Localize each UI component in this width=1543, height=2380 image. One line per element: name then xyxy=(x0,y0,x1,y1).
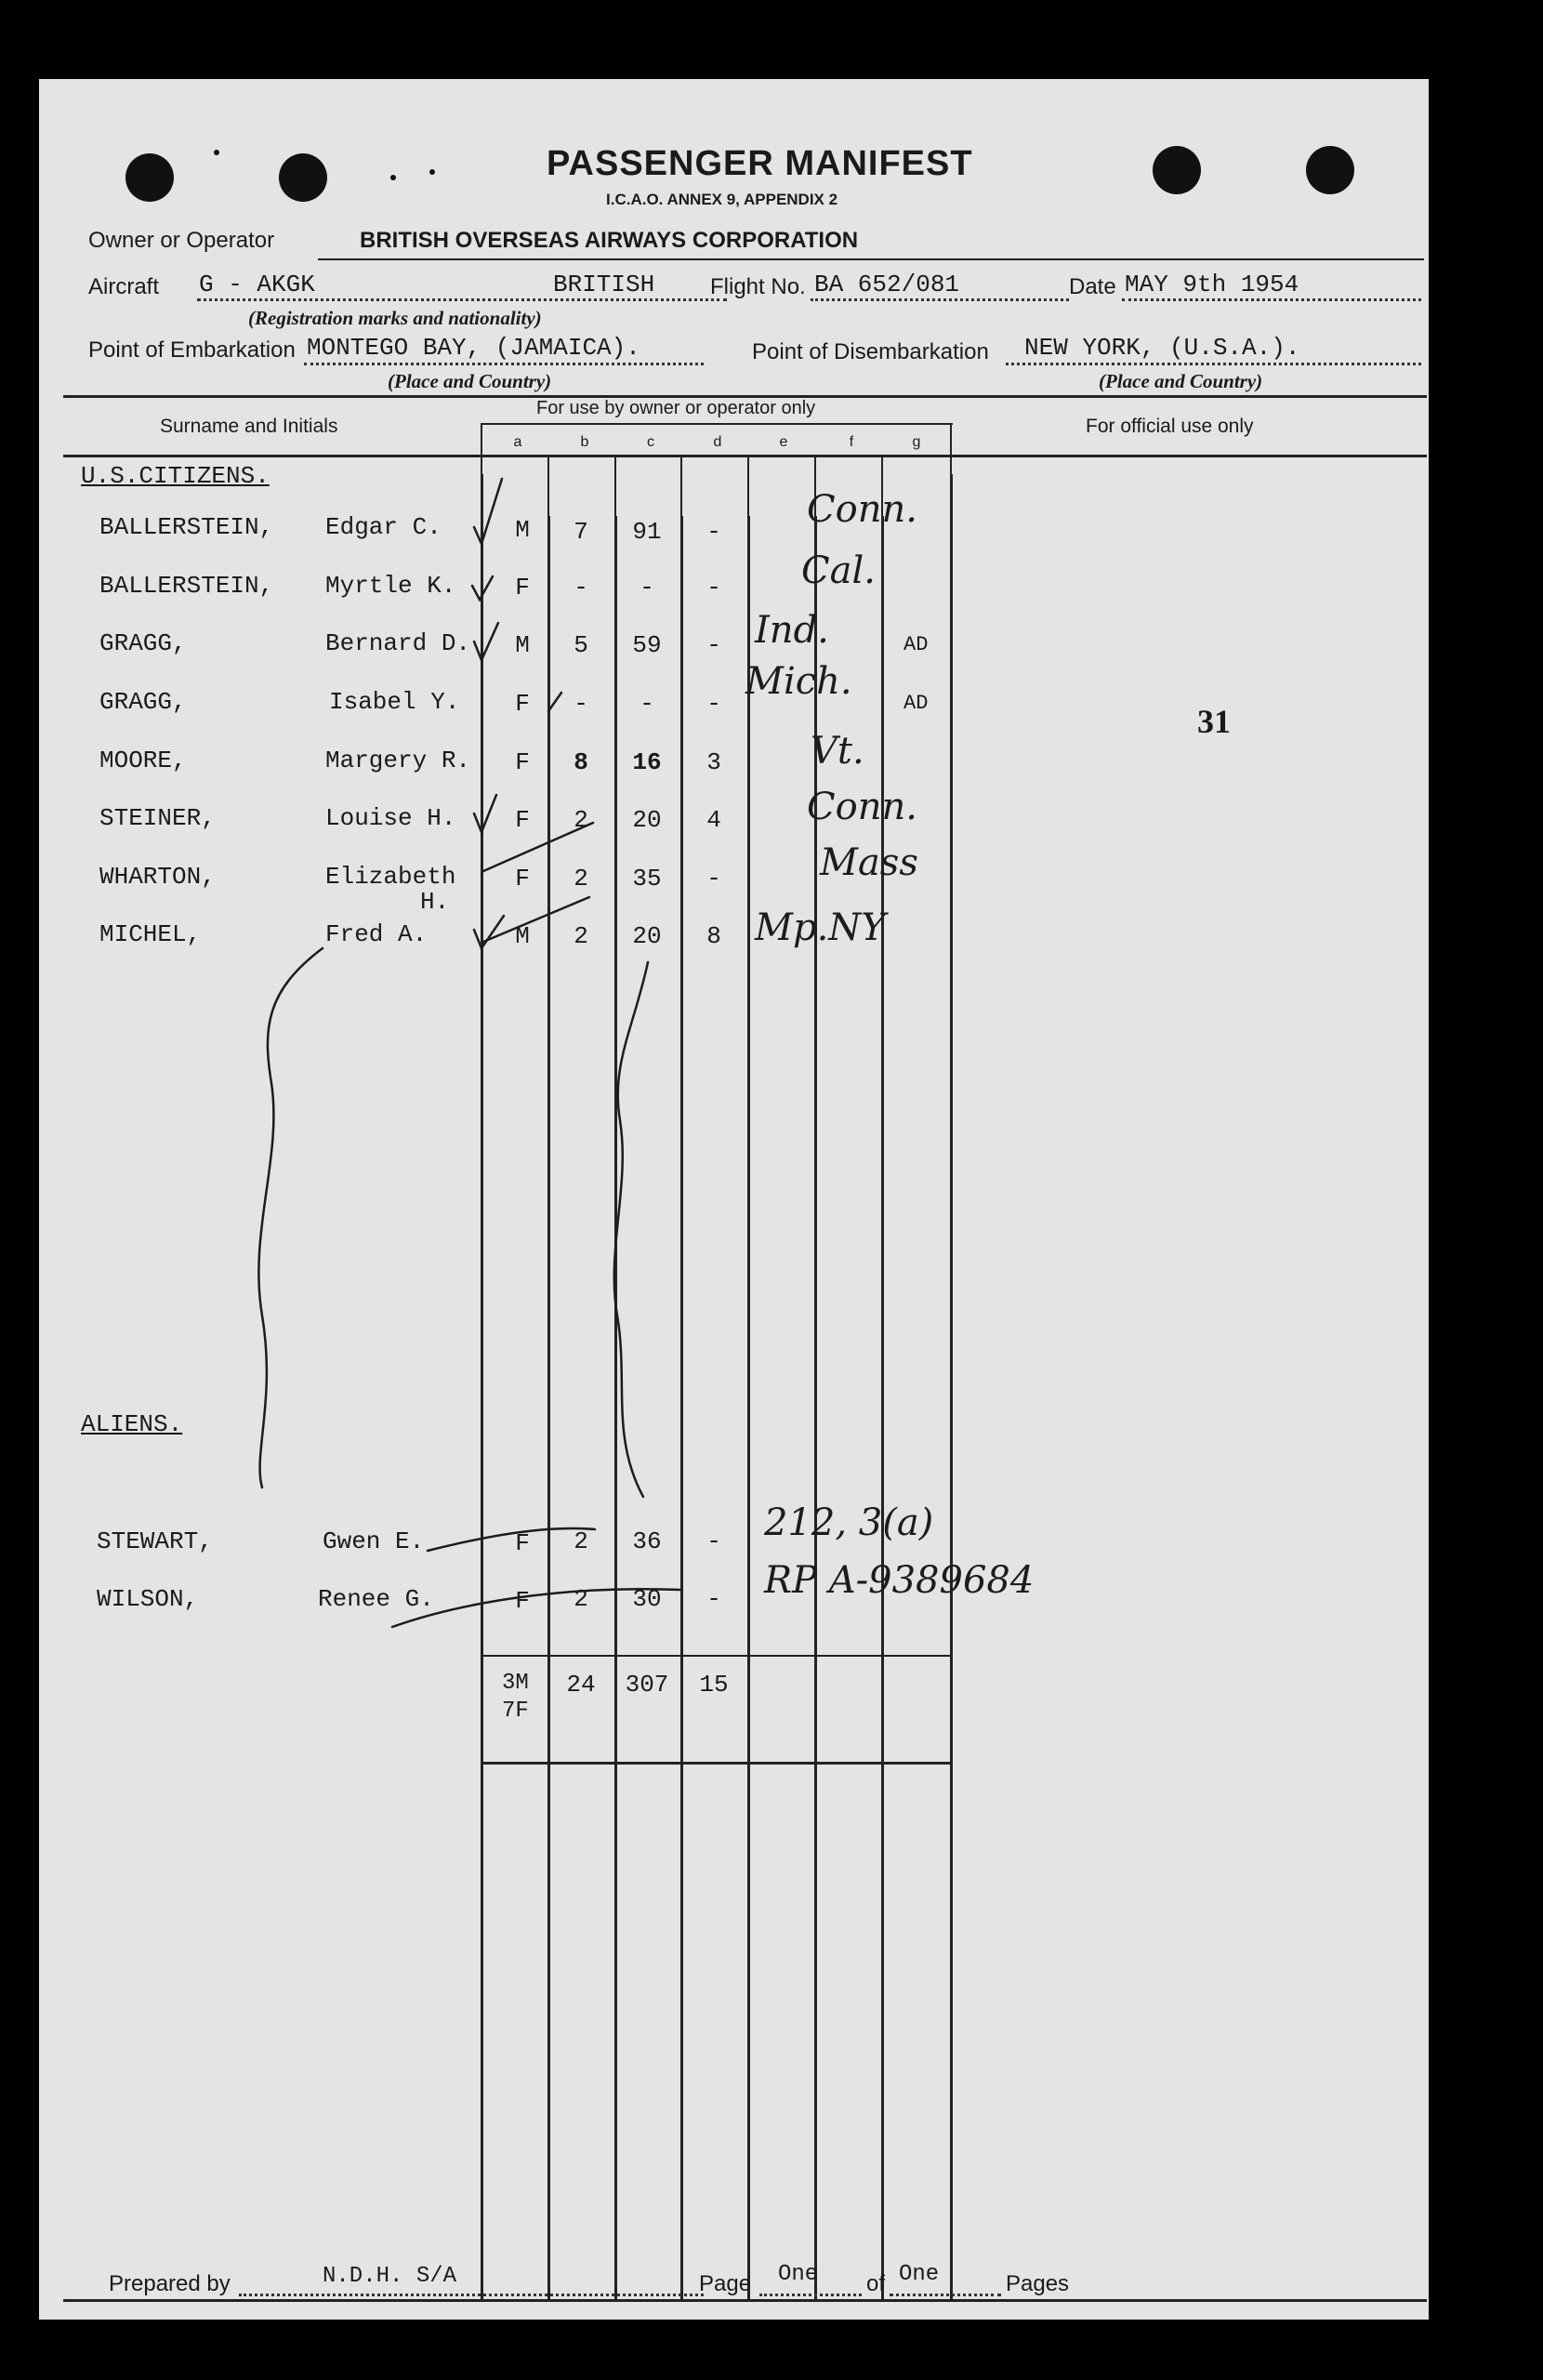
total-c: 307 xyxy=(625,1671,669,1699)
cell-c: 36 xyxy=(632,1527,662,1555)
given-name: Louise H. xyxy=(325,804,456,832)
pages-label: Pages xyxy=(1006,2271,1070,2296)
column-a-header: a xyxy=(513,434,522,450)
of-dots xyxy=(890,2294,1001,2296)
cell-d: - xyxy=(706,865,721,892)
given-name: Bernard D. xyxy=(325,629,471,657)
surname: STEWART, xyxy=(97,1527,213,1555)
cell-d: - xyxy=(706,631,721,659)
official-header: For official use only xyxy=(1086,416,1254,437)
given-name: Isabel Y. xyxy=(329,688,460,716)
handwritten-state: Conn. xyxy=(807,488,917,531)
surname: BALLERSTEIN, xyxy=(99,572,274,600)
cell-c: 35 xyxy=(632,865,662,892)
handwritten-state: Cal. xyxy=(801,549,876,592)
cell-a: F xyxy=(515,748,530,776)
aircraft-label: Aircraft xyxy=(88,274,160,299)
cell-c: 20 xyxy=(632,922,662,950)
cell-d: 8 xyxy=(706,922,721,950)
owner-use-header: For use by owner or operator only xyxy=(536,398,816,418)
tick-mark xyxy=(483,897,589,942)
of-label: of xyxy=(866,2271,886,2296)
tick-mark xyxy=(472,576,493,600)
aircraft-value: G - AKGK xyxy=(199,271,315,298)
cell-a: F xyxy=(515,574,530,602)
manifest-title: PASSENGER MANIFEST xyxy=(547,144,973,183)
cell-a: F xyxy=(515,1529,530,1557)
column-g-header: g xyxy=(912,434,921,450)
cell-c: - xyxy=(640,690,654,718)
cell-b: - xyxy=(574,574,588,602)
tick-mark xyxy=(483,823,593,871)
cell-b: 2 xyxy=(574,1585,588,1613)
column-c-header: c xyxy=(647,434,654,450)
handwritten-state: Mp.NY xyxy=(755,906,886,949)
owner-value: BRITISH OVERSEAS AIRWAYS CORPORATION xyxy=(360,228,859,253)
cell-b: 2 xyxy=(574,1527,588,1555)
cell-b: 7 xyxy=(574,518,588,546)
manifest-sheet xyxy=(39,79,1429,2320)
wavy-line xyxy=(614,962,648,1497)
cell-b: 2 xyxy=(574,922,588,950)
strike-through xyxy=(392,1589,680,1627)
handwritten-state: Mich. xyxy=(745,660,852,703)
given-name: Elizabeth xyxy=(325,863,456,891)
cell-g: AD xyxy=(903,633,929,656)
registration-caption: (Registration marks and nationality) xyxy=(248,307,542,329)
handwritten-marks xyxy=(39,79,1429,2320)
prepared-value: N.D.H. S/A xyxy=(323,2264,457,2289)
owner-label: Owner or Operator xyxy=(88,228,275,253)
tick-mark xyxy=(474,795,496,832)
cell-a: F xyxy=(515,690,530,718)
given-name: Gwen E. xyxy=(323,1527,425,1555)
handwritten-note: 212, 3(a) xyxy=(764,1501,934,1544)
cell-c: 91 xyxy=(632,518,662,546)
given-name-line-2: H. xyxy=(420,888,450,916)
cell-b: - xyxy=(574,690,588,718)
cell-a: M xyxy=(515,631,530,659)
cell-a: M xyxy=(515,516,530,544)
surname: BALLERSTEIN, xyxy=(99,513,274,541)
cell-b: 8 xyxy=(574,748,588,776)
section-us-citizens: U.S.CITIZENS. xyxy=(81,462,270,490)
prepared-dots xyxy=(239,2294,704,2296)
cell-a: F xyxy=(515,865,530,892)
cell-d: - xyxy=(706,518,721,546)
cell-a: M xyxy=(515,922,530,950)
total-b: 24 xyxy=(566,1671,596,1699)
cell-d: - xyxy=(706,1585,721,1613)
footer-top-rule xyxy=(63,2299,1427,2302)
section-aliens: ALIENS. xyxy=(81,1410,183,1438)
manifest-subtitle: I.C.A.O. ANNEX 9, APPENDIX 2 xyxy=(606,191,838,208)
cell-c: 20 xyxy=(632,806,662,834)
given-name: Myrtle K. xyxy=(325,572,456,600)
date-label: Date xyxy=(1069,274,1116,299)
cell-c: 59 xyxy=(632,631,662,659)
given-name: Edgar C. xyxy=(325,513,442,541)
cell-d: 4 xyxy=(706,806,721,834)
cell-d: 3 xyxy=(706,748,721,776)
column-e-header: e xyxy=(779,434,788,450)
surname: GRAGG, xyxy=(99,629,187,657)
cell-d: - xyxy=(706,690,721,718)
tick-mark xyxy=(474,479,502,544)
embarkation-value: MONTEGO BAY, (JAMAICA). xyxy=(307,334,640,362)
handwritten-state: Vt. xyxy=(811,730,864,773)
column-f-header: f xyxy=(849,434,854,450)
total-females: 7F xyxy=(502,1699,529,1724)
handwritten-state: Ind. xyxy=(755,609,829,652)
column-b-header: b xyxy=(580,434,589,450)
flight-no-value: BA 652/081 xyxy=(814,271,960,298)
disembarkation-label: Point of Disembarkation xyxy=(752,339,989,364)
prepared-label: Prepared by xyxy=(109,2271,231,2296)
page-label: Page xyxy=(699,2271,752,2296)
given-name: Margery R. xyxy=(325,747,471,774)
cell-c: 16 xyxy=(632,748,662,776)
embarkation-label: Point of Embarkation xyxy=(88,337,296,363)
surname: WHARTON, xyxy=(99,863,216,891)
wavy-line xyxy=(258,948,323,1488)
flight-no-label: Flight No. xyxy=(710,274,806,299)
given-name: Renee G. xyxy=(318,1585,434,1613)
place-caption-left: (Place and Country) xyxy=(388,370,552,392)
page-dots xyxy=(759,2294,862,2296)
cell-a: F xyxy=(515,806,530,834)
total-d: 15 xyxy=(699,1671,729,1699)
surname: GRAGG, xyxy=(99,688,187,716)
cell-a: F xyxy=(515,1587,530,1615)
surname: MOORE, xyxy=(99,747,187,774)
tick-mark xyxy=(548,693,561,711)
cell-g: AD xyxy=(903,692,929,715)
column-d-header: d xyxy=(713,434,722,450)
place-caption-right: (Place and Country) xyxy=(1099,370,1263,392)
handwritten-note: RP A-9389684 xyxy=(764,1559,1035,1602)
cell-d: - xyxy=(706,574,721,602)
cell-b: 2 xyxy=(574,806,588,834)
date-value: MAY 9th 1954 xyxy=(1125,271,1299,298)
handwritten-state: Mass xyxy=(820,841,918,884)
handwritten-state: Conn. xyxy=(807,786,917,828)
disembarkation-value: NEW YORK, (U.S.A.). xyxy=(1024,334,1300,362)
of-value: One xyxy=(899,2262,940,2287)
surname: STEINER, xyxy=(99,804,216,832)
page-value: One xyxy=(778,2262,819,2287)
strike-through xyxy=(428,1528,595,1551)
cell-c: - xyxy=(640,574,654,602)
surname: MICHEL, xyxy=(99,920,202,948)
official-number: 31 xyxy=(1197,703,1231,740)
cell-b: 5 xyxy=(574,631,588,659)
given-name: Fred A. xyxy=(325,920,428,948)
nationality-value: BRITISH xyxy=(553,271,655,298)
surname-header: Surname and Initials xyxy=(160,416,338,437)
cell-d: - xyxy=(706,1527,721,1555)
tick-mark xyxy=(474,916,504,948)
total-males: 3M xyxy=(502,1671,529,1696)
cell-c: 30 xyxy=(632,1585,662,1613)
tick-mark xyxy=(474,623,498,660)
cell-b: 2 xyxy=(574,865,588,892)
surname: WILSON, xyxy=(97,1585,199,1613)
